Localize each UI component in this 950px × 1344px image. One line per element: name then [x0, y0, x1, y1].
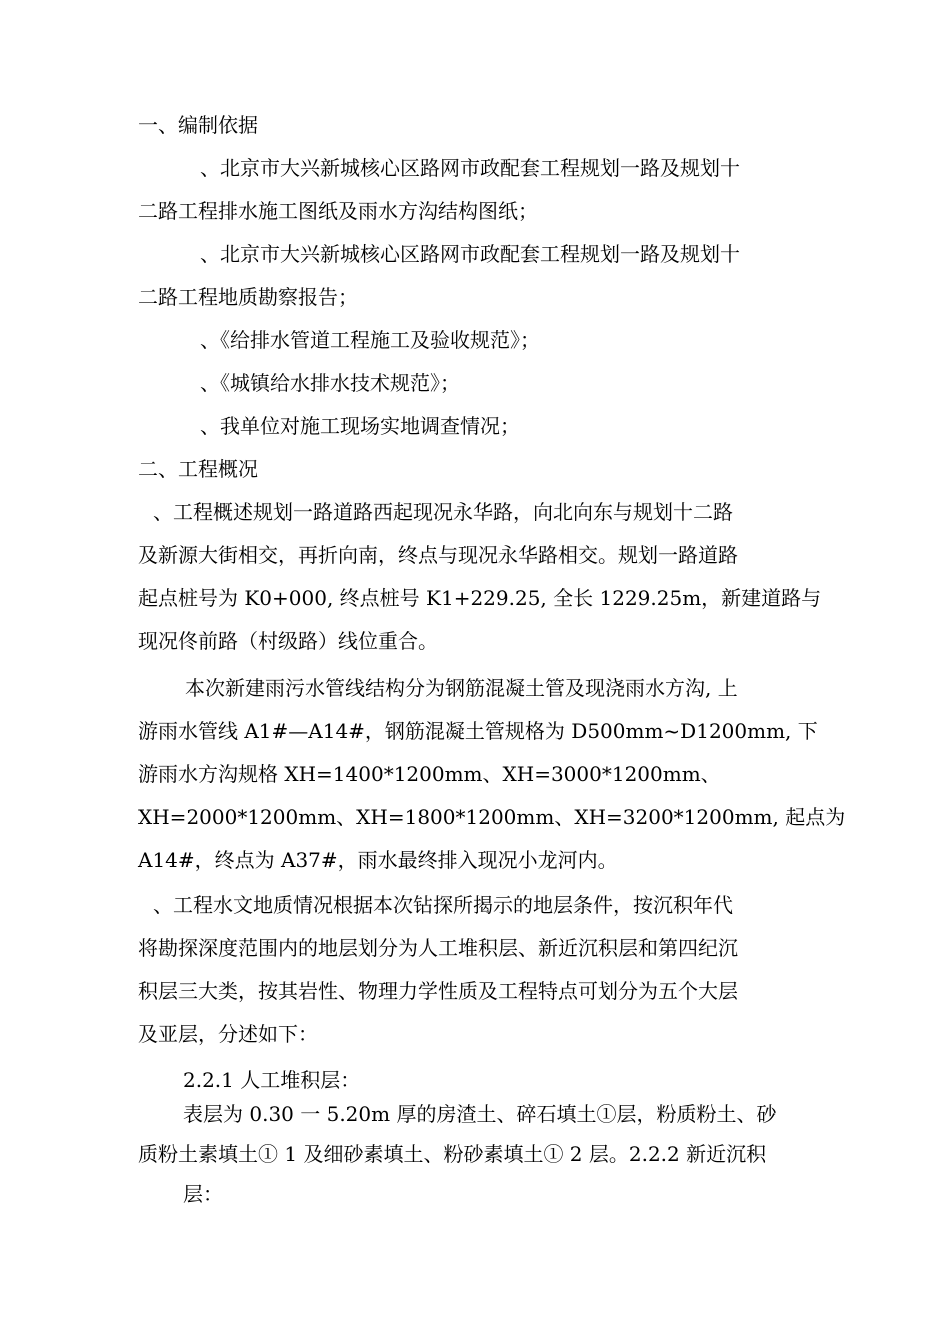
text-line: 二路工程地质勘察报告； [138, 285, 358, 309]
text-line: 、《城镇给水排水技术规范》； [200, 371, 460, 395]
text-line: 、工程概述规划一路道路西起现况永华路，向北向东与规划十二路 [153, 500, 733, 524]
text-line: 表层为 0.30 一 5.20m 厚的房渣土、碎石填土①层，粉质粉土、砂 [183, 1102, 777, 1126]
text-line: 、我单位对施工现场实地调查情况； [200, 414, 520, 438]
heading-basis: 一、编制依据 [138, 113, 258, 137]
text-line: 质粉土素填土① 1 及细砂素填土、粉砂素填土① 2 层。2.2.2 新近沉积 [138, 1142, 767, 1166]
text-line: 二路工程排水施工图纸及雨水方沟结构图纸； [138, 199, 538, 223]
text-line: 游雨水方沟规格 XH=1400*1200mm、XH=3000*1200mm、 [138, 762, 721, 786]
text-line: XH=2000*1200mm、XH=1800*1200mm、XH=3200*1200mm, 起点为 [138, 805, 846, 829]
text-line: 及亚层，分述如下： [138, 1022, 318, 1046]
text-line: 积层三大类，按其岩性、物理力学性质及工程特点可划分为五个大层 [138, 979, 738, 1003]
heading-overview: 二、工程概况 [138, 457, 258, 481]
text-line: 、工程水文地质情况根据本次钻探所揭示的地层条件，按沉积年代 [153, 893, 733, 917]
text-line: 、北京市大兴新城核心区路网市政配套工程规划一路及规划十 [200, 156, 740, 180]
text-line: 、北京市大兴新城核心区路网市政配套工程规划一路及规划十 [200, 242, 740, 266]
text-line: 、《给排水管道工程施工及验收规范》； [200, 328, 540, 352]
text-line: 现况佟前路（村级路）线位重合。 [138, 629, 438, 653]
text-line: A14#，终点为 A37#，雨水最终排入现况小龙河内。 [138, 848, 618, 872]
text-line: 起点桩号为 K0+000, 终点桩号 K1+229.25, 全长 1229.25m，新建道路与 [138, 586, 822, 610]
text-line: 将勘探深度范围内的地层划分为人工堆积层、新近沉积层和第四纪沉 [138, 936, 738, 960]
text-line: 本次新建雨污水管线结构分为钢筋混凝土管及现浇雨水方沟, 上 [185, 676, 738, 700]
text-line: 层： [183, 1182, 223, 1206]
subheading: 2.2.1 人工堆积层： [183, 1068, 361, 1092]
text-line: 及新源大街相交，再折向南，终点与现况永华路相交。规划一路道路 [138, 543, 738, 567]
text-line: 游雨水管线 A1#—A14#，钢筋混凝土管规格为 D500mm~D1200mm, 下 [138, 719, 818, 743]
